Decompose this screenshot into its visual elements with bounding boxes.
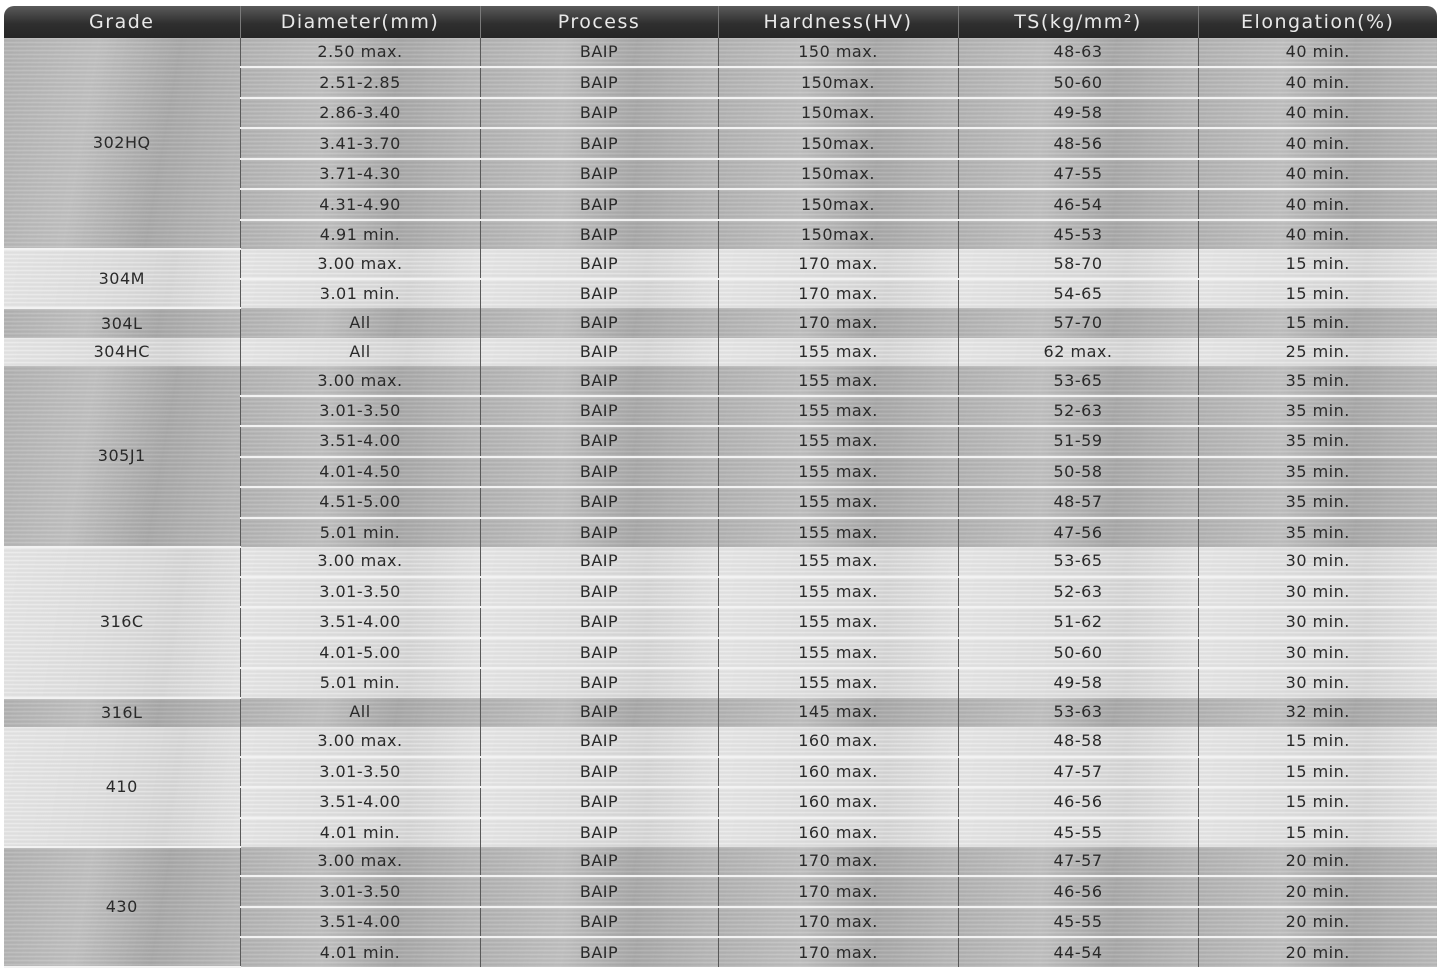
hardness-cell: 170 max.: [718, 907, 958, 938]
hardness-cell: 150max.: [718, 98, 958, 128]
tensile-strength-cell: 47-56: [958, 518, 1198, 548]
hardness-cell: 170 max.: [718, 876, 958, 907]
tensile-strength-cell: 50-60: [958, 67, 1198, 97]
process-cell: BAIP: [480, 366, 718, 395]
diameter-cell: 3.01-3.50: [240, 396, 480, 426]
process-cell: BAIP: [480, 338, 718, 366]
diameter-cell: 3.01 min.: [240, 279, 480, 308]
hardness-cell: 155 max.: [718, 338, 958, 366]
diameter-cell: 4.01 min.: [240, 937, 480, 967]
table-row: [4, 249, 1437, 278]
hardness-cell: 170 max.: [718, 937, 958, 967]
header-hardness: Hardness(HV): [718, 6, 958, 38]
diameter-cell: 3.41-3.70: [240, 128, 480, 158]
header-row: [4, 6, 1437, 38]
grade-group-305j1: [4, 366, 1437, 547]
hardness-cell: 155 max.: [718, 487, 958, 517]
elongation-cell: 20 min.: [1198, 937, 1437, 967]
grade-cell: 430: [4, 847, 240, 967]
table-row: [4, 547, 1437, 576]
tensile-strength-cell: 54-65: [958, 279, 1198, 308]
grade-cell: 302HQ: [4, 38, 240, 249]
elongation-cell: 25 min.: [1198, 338, 1437, 366]
tensile-strength-cell: 62 max.: [958, 338, 1198, 366]
process-cell: BAIP: [480, 638, 718, 668]
hardness-cell: 155 max.: [718, 457, 958, 487]
table-row: [4, 338, 1437, 366]
hardness-cell: 155 max.: [718, 366, 958, 395]
tensile-strength-cell: 53-65: [958, 366, 1198, 395]
elongation-cell: 40 min.: [1198, 128, 1437, 158]
elongation-cell: 35 min.: [1198, 366, 1437, 395]
diameter-cell: 4.01-4.50: [240, 457, 480, 487]
process-cell: BAIP: [480, 67, 718, 97]
diameter-cell: All: [240, 698, 480, 727]
process-cell: BAIP: [480, 128, 718, 158]
table-row: [4, 698, 1437, 727]
hardness-cell: 160 max.: [718, 757, 958, 787]
diameter-cell: 4.31-4.90: [240, 189, 480, 219]
grade-group-316c: [4, 547, 1437, 697]
hardness-cell: 155 max.: [718, 547, 958, 576]
elongation-cell: 40 min.: [1198, 220, 1437, 250]
tensile-strength-cell: 50-60: [958, 638, 1198, 668]
grade-cell: 304L: [4, 308, 240, 337]
hardness-cell: 150max.: [718, 159, 958, 189]
elongation-cell: 30 min.: [1198, 547, 1437, 576]
diameter-cell: 3.00 max.: [240, 547, 480, 576]
elongation-cell: 15 min.: [1198, 818, 1437, 847]
elongation-cell: 20 min.: [1198, 876, 1437, 907]
tensile-strength-cell: 44-54: [958, 937, 1198, 967]
elongation-cell: 15 min.: [1198, 787, 1437, 817]
process-cell: BAIP: [480, 220, 718, 250]
process-cell: BAIP: [480, 518, 718, 548]
elongation-cell: 35 min.: [1198, 426, 1437, 456]
tensile-strength-cell: 51-62: [958, 607, 1198, 637]
grade-group-304l: [4, 308, 1437, 337]
hardness-cell: 155 max.: [718, 577, 958, 607]
grade-group-304m: [4, 249, 1437, 308]
header-elongation: Elongation(%): [1198, 6, 1437, 38]
tensile-strength-cell: 46-54: [958, 189, 1198, 219]
table-header: [4, 6, 1437, 38]
grade-cell: 316C: [4, 547, 240, 697]
elongation-cell: 15 min.: [1198, 727, 1437, 756]
tensile-strength-cell: 52-63: [958, 396, 1198, 426]
tensile-strength-cell: 48-56: [958, 128, 1198, 158]
elongation-cell: 15 min.: [1198, 308, 1437, 337]
grade-group-430: [4, 847, 1437, 967]
grade-cell: 304HC: [4, 338, 240, 366]
hardness-cell: 150 max.: [718, 38, 958, 67]
diameter-cell: 3.51-4.00: [240, 787, 480, 817]
hardness-cell: 145 max.: [718, 698, 958, 727]
tensile-strength-cell: 48-63: [958, 38, 1198, 67]
hardness-cell: 170 max.: [718, 308, 958, 337]
elongation-cell: 20 min.: [1198, 907, 1437, 938]
header-process: Process: [480, 6, 718, 38]
diameter-cell: 3.00 max.: [240, 249, 480, 278]
elongation-cell: 40 min.: [1198, 67, 1437, 97]
diameter-cell: 3.00 max.: [240, 847, 480, 876]
elongation-cell: 40 min.: [1198, 38, 1437, 67]
diameter-cell: 2.51-2.85: [240, 67, 480, 97]
tensile-strength-cell: 53-65: [958, 547, 1198, 576]
process-cell: BAIP: [480, 159, 718, 189]
hardness-cell: 155 max.: [718, 668, 958, 698]
diameter-cell: 4.01-5.00: [240, 638, 480, 668]
diameter-cell: All: [240, 338, 480, 366]
tensile-strength-cell: 47-55: [958, 159, 1198, 189]
tensile-strength-cell: 53-63: [958, 698, 1198, 727]
process-cell: BAIP: [480, 38, 718, 67]
elongation-cell: 40 min.: [1198, 189, 1437, 219]
tensile-strength-cell: 49-58: [958, 668, 1198, 698]
grade-group-316l: [4, 698, 1437, 727]
grade-cell: 305J1: [4, 366, 240, 547]
diameter-cell: 5.01 min.: [240, 518, 480, 548]
hardness-cell: 160 max.: [718, 787, 958, 817]
elongation-cell: 32 min.: [1198, 698, 1437, 727]
tensile-strength-cell: 47-57: [958, 847, 1198, 876]
table-row: [4, 308, 1437, 337]
process-cell: BAIP: [480, 98, 718, 128]
diameter-cell: 2.50 max.: [240, 38, 480, 67]
hardness-cell: 155 max.: [718, 396, 958, 426]
hardness-cell: 155 max.: [718, 607, 958, 637]
process-cell: BAIP: [480, 727, 718, 756]
process-cell: BAIP: [480, 457, 718, 487]
hardness-cell: 170 max.: [718, 279, 958, 308]
table-row: [4, 366, 1437, 395]
process-cell: BAIP: [480, 757, 718, 787]
elongation-cell: 20 min.: [1198, 847, 1437, 876]
hardness-cell: 160 max.: [718, 727, 958, 756]
process-cell: BAIP: [480, 189, 718, 219]
hardness-cell: 150max.: [718, 67, 958, 97]
grade-cell: 316L: [4, 698, 240, 727]
grade-cell: 410: [4, 727, 240, 847]
process-cell: BAIP: [480, 847, 718, 876]
header-diameter: Diameter(mm): [240, 6, 480, 38]
tensile-strength-cell: 45-53: [958, 220, 1198, 250]
diameter-cell: 3.01-3.50: [240, 757, 480, 787]
tensile-strength-cell: 47-57: [958, 757, 1198, 787]
diameter-cell: 3.01-3.50: [240, 577, 480, 607]
header-tensile-strength: TS(kg/mm²): [958, 6, 1198, 38]
table-row: [4, 847, 1437, 876]
elongation-cell: 40 min.: [1198, 98, 1437, 128]
elongation-cell: 15 min.: [1198, 249, 1437, 278]
diameter-cell: 2.86-3.40: [240, 98, 480, 128]
process-cell: BAIP: [480, 279, 718, 308]
tensile-strength-cell: 46-56: [958, 876, 1198, 907]
diameter-cell: 3.51-4.00: [240, 426, 480, 456]
elongation-cell: 30 min.: [1198, 638, 1437, 668]
process-cell: BAIP: [480, 818, 718, 847]
hardness-cell: 160 max.: [718, 818, 958, 847]
table-row: [4, 38, 1437, 67]
diameter-cell: 5.01 min.: [240, 668, 480, 698]
tensile-strength-cell: 51-59: [958, 426, 1198, 456]
tensile-strength-cell: 48-58: [958, 727, 1198, 756]
tensile-strength-cell: 45-55: [958, 907, 1198, 938]
process-cell: BAIP: [480, 787, 718, 817]
hardness-cell: 150max.: [718, 220, 958, 250]
tensile-strength-cell: 46-56: [958, 787, 1198, 817]
elongation-cell: 30 min.: [1198, 577, 1437, 607]
process-cell: BAIP: [480, 937, 718, 967]
elongation-cell: 35 min.: [1198, 457, 1437, 487]
diameter-cell: 3.71-4.30: [240, 159, 480, 189]
elongation-cell: 40 min.: [1198, 159, 1437, 189]
process-cell: BAIP: [480, 426, 718, 456]
elongation-cell: 30 min.: [1198, 607, 1437, 637]
process-cell: BAIP: [480, 876, 718, 907]
hardness-cell: 155 max.: [718, 638, 958, 668]
process-cell: BAIP: [480, 907, 718, 938]
grade-cell: 304M: [4, 249, 240, 308]
elongation-cell: 30 min.: [1198, 668, 1437, 698]
tensile-strength-cell: 57-70: [958, 308, 1198, 337]
hardness-cell: 155 max.: [718, 426, 958, 456]
grade-group-302hq: [4, 38, 1437, 249]
elongation-cell: 35 min.: [1198, 518, 1437, 548]
hardness-cell: 150max.: [718, 189, 958, 219]
process-cell: BAIP: [480, 396, 718, 426]
process-cell: BAIP: [480, 668, 718, 698]
diameter-cell: 3.00 max.: [240, 727, 480, 756]
diameter-cell: All: [240, 308, 480, 337]
tensile-strength-cell: 58-70: [958, 249, 1198, 278]
diameter-cell: 3.51-4.00: [240, 907, 480, 938]
diameter-cell: 3.51-4.00: [240, 607, 480, 637]
process-cell: BAIP: [480, 577, 718, 607]
tensile-strength-cell: 49-58: [958, 98, 1198, 128]
elongation-cell: 35 min.: [1198, 396, 1437, 426]
grade-group-304hc: [4, 338, 1437, 366]
grade-group-410: [4, 727, 1437, 847]
elongation-cell: 15 min.: [1198, 279, 1437, 308]
process-cell: BAIP: [480, 249, 718, 278]
diameter-cell: 4.91 min.: [240, 220, 480, 250]
diameter-cell: 3.01-3.50: [240, 876, 480, 907]
elongation-cell: 15 min.: [1198, 757, 1437, 787]
process-cell: BAIP: [480, 487, 718, 517]
elongation-cell: 35 min.: [1198, 487, 1437, 517]
tensile-strength-cell: 45-55: [958, 818, 1198, 847]
table-row: [4, 727, 1437, 756]
hardness-cell: 155 max.: [718, 518, 958, 548]
process-cell: BAIP: [480, 308, 718, 337]
hardness-cell: 170 max.: [718, 847, 958, 876]
tensile-strength-cell: 48-57: [958, 487, 1198, 517]
diameter-cell: 4.51-5.00: [240, 487, 480, 517]
process-cell: BAIP: [480, 547, 718, 576]
hardness-cell: 150max.: [718, 128, 958, 158]
diameter-cell: 3.00 max.: [240, 366, 480, 395]
diameter-cell: 4.01 min.: [240, 818, 480, 847]
process-cell: BAIP: [480, 607, 718, 637]
tensile-strength-cell: 52-63: [958, 577, 1198, 607]
wire-spec-table: [4, 6, 1437, 968]
tensile-strength-cell: 50-58: [958, 457, 1198, 487]
hardness-cell: 170 max.: [718, 249, 958, 278]
header-grade: Grade: [4, 6, 240, 38]
process-cell: BAIP: [480, 698, 718, 727]
